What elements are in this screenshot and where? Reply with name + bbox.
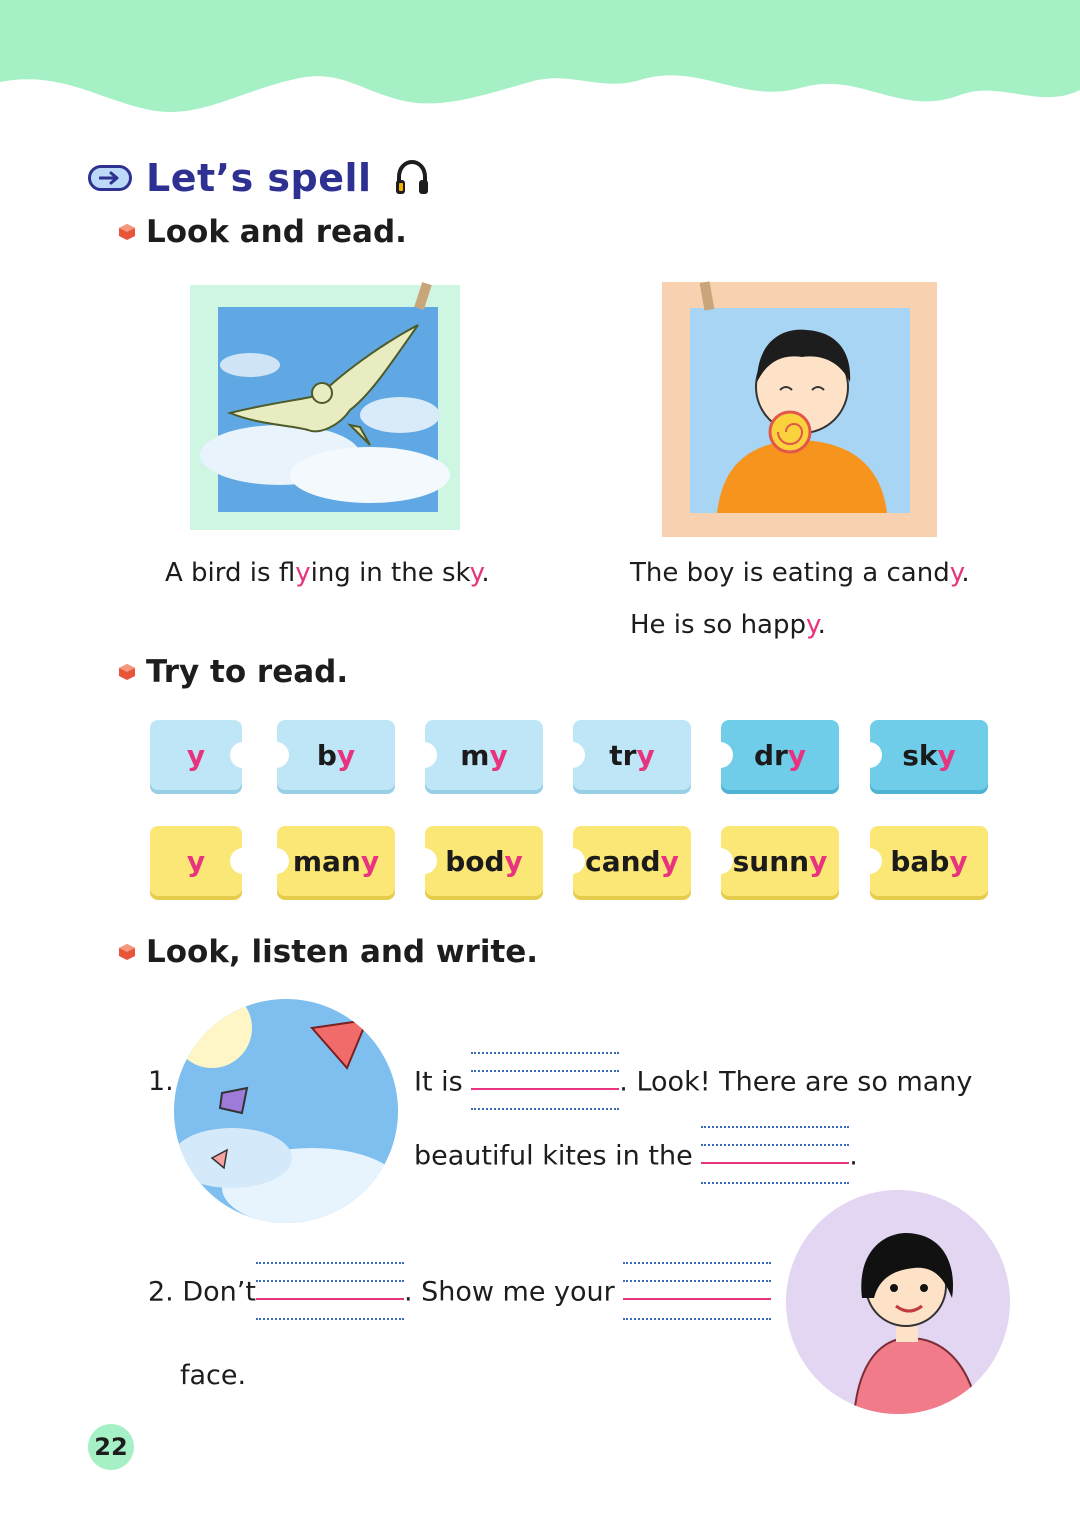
boy-picture-frame	[662, 282, 937, 537]
question-1-line-1: It is . Look! There are so many	[414, 1048, 972, 1118]
puzzle-piece-y[interactable]: y	[150, 720, 242, 790]
page-title: Let’s spell	[146, 156, 372, 200]
puzzle-piece-y-yellow[interactable]: y	[150, 826, 242, 896]
question-2-line-1: 2. Don’t . Show me your	[148, 1258, 771, 1328]
try-to-read-heading	[118, 654, 348, 690]
answer-blank-1[interactable]	[471, 1048, 619, 1118]
section-heading-text: Try to read.	[146, 654, 349, 690]
puzzle-piece-body[interactable]: body	[425, 826, 543, 896]
question-1-number: 1.	[148, 1066, 174, 1097]
cube-bullet-icon	[118, 663, 136, 681]
cube-bullet-icon	[118, 943, 136, 961]
boy-caption-line-2: He is so happy.	[630, 610, 826, 640]
section-title-row	[88, 150, 430, 206]
headphones-icon[interactable]	[394, 159, 430, 197]
answer-blank-4[interactable]	[623, 1258, 771, 1328]
puzzle-piece-many[interactable]: many	[277, 826, 395, 896]
puzzle-piece-by[interactable]: by	[277, 720, 395, 790]
question-2-line-2: face.	[180, 1360, 247, 1391]
look-listen-write-heading	[118, 934, 538, 970]
look-and-read-heading	[118, 214, 407, 250]
section-heading-text: Look and read.	[146, 214, 407, 250]
cube-bullet-icon	[118, 223, 136, 241]
boy-image	[662, 282, 937, 537]
question-1-line-2: beautiful kites in the .	[414, 1122, 858, 1192]
page-number: 22	[88, 1424, 134, 1470]
bird-image	[190, 285, 460, 530]
answer-blank-2[interactable]	[701, 1122, 849, 1192]
top-wave-decoration	[0, 0, 1080, 130]
puzzle-piece-try[interactable]: try	[573, 720, 691, 790]
section-heading-text: Look, listen and write.	[146, 934, 539, 970]
puzzle-piece-candy[interactable]: candy	[573, 826, 691, 896]
puzzle-piece-sky[interactable]: sky	[870, 720, 988, 790]
puzzle-piece-dry[interactable]: dry	[721, 720, 839, 790]
puzzle-piece-my[interactable]: my	[425, 720, 543, 790]
arrow-right-icon	[88, 165, 132, 191]
puzzle-piece-sunny[interactable]: sunny	[721, 826, 839, 896]
girl-portrait-image	[784, 1188, 1012, 1416]
puzzle-piece-baby[interactable]: baby	[870, 826, 988, 896]
kites-sky-image	[172, 998, 400, 1224]
boy-caption-line-1: The boy is eating a candy.	[630, 558, 970, 588]
answer-blank-3[interactable]	[256, 1258, 404, 1328]
bird-caption: A bird is flying in the sky.	[165, 558, 490, 588]
bird-picture-frame	[190, 285, 460, 530]
